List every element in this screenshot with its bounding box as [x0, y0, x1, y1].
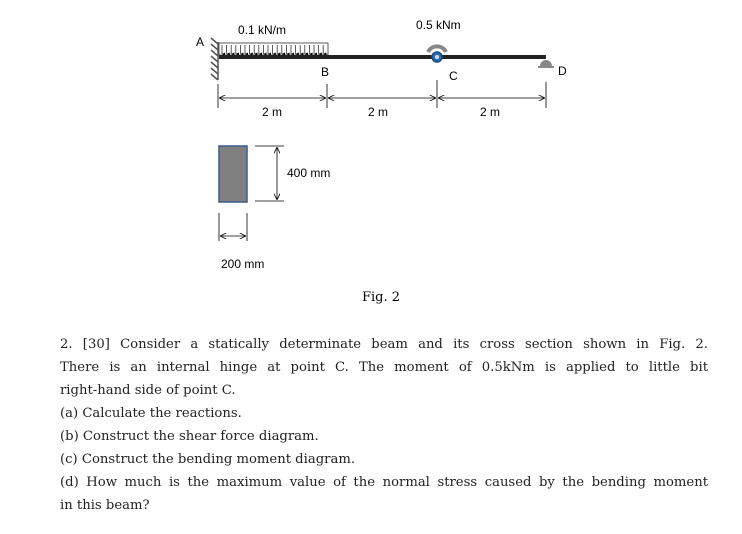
roller-support-icon [538, 60, 554, 68]
part-d: (d) How much is the maximum value of the normal stress caused by the bending moment [60, 475, 708, 490]
load-label: 0.1 kN/m [238, 23, 287, 37]
point-b-label: B [321, 65, 330, 79]
fixed-support-icon [211, 38, 218, 80]
span-bc-label: 2 m [368, 105, 389, 119]
moment-label: 0.5 kNm [416, 18, 461, 32]
beam [219, 55, 546, 59]
part-d-cont: in this beam? [60, 498, 150, 513]
problem-line: right-hand side of point C. [60, 383, 236, 398]
moment-arrow-icon [428, 46, 446, 52]
span-cd-label: 2 m [480, 105, 501, 119]
point-c-label: C [449, 69, 458, 83]
span-dimensions [218, 80, 546, 108]
height-label: 400 mm [287, 166, 331, 180]
cross-section [219, 146, 247, 202]
figure-caption: Fig. 2 [362, 290, 401, 305]
problem-line: 2. [30] Consider a statically determinate beam and its cross section shown in Fig. 2. [60, 337, 708, 352]
problem-line: There is an internal hinge at point C. The moment of 0.5kNm is applied to little bit [60, 360, 708, 375]
distributed-load [219, 43, 328, 55]
part-c: (c) Construct the bending moment diagram. [60, 452, 356, 467]
problem-text [60, 333, 708, 517]
part-b: (b) Construct the shear force diagram. [60, 429, 319, 444]
span-ab-label: 2 m [262, 105, 283, 119]
point-a-label: A [196, 35, 205, 49]
part-a: (a) Calculate the reactions. [60, 406, 242, 421]
width-label: 200 mm [221, 257, 265, 271]
point-d-label: D [558, 64, 567, 78]
